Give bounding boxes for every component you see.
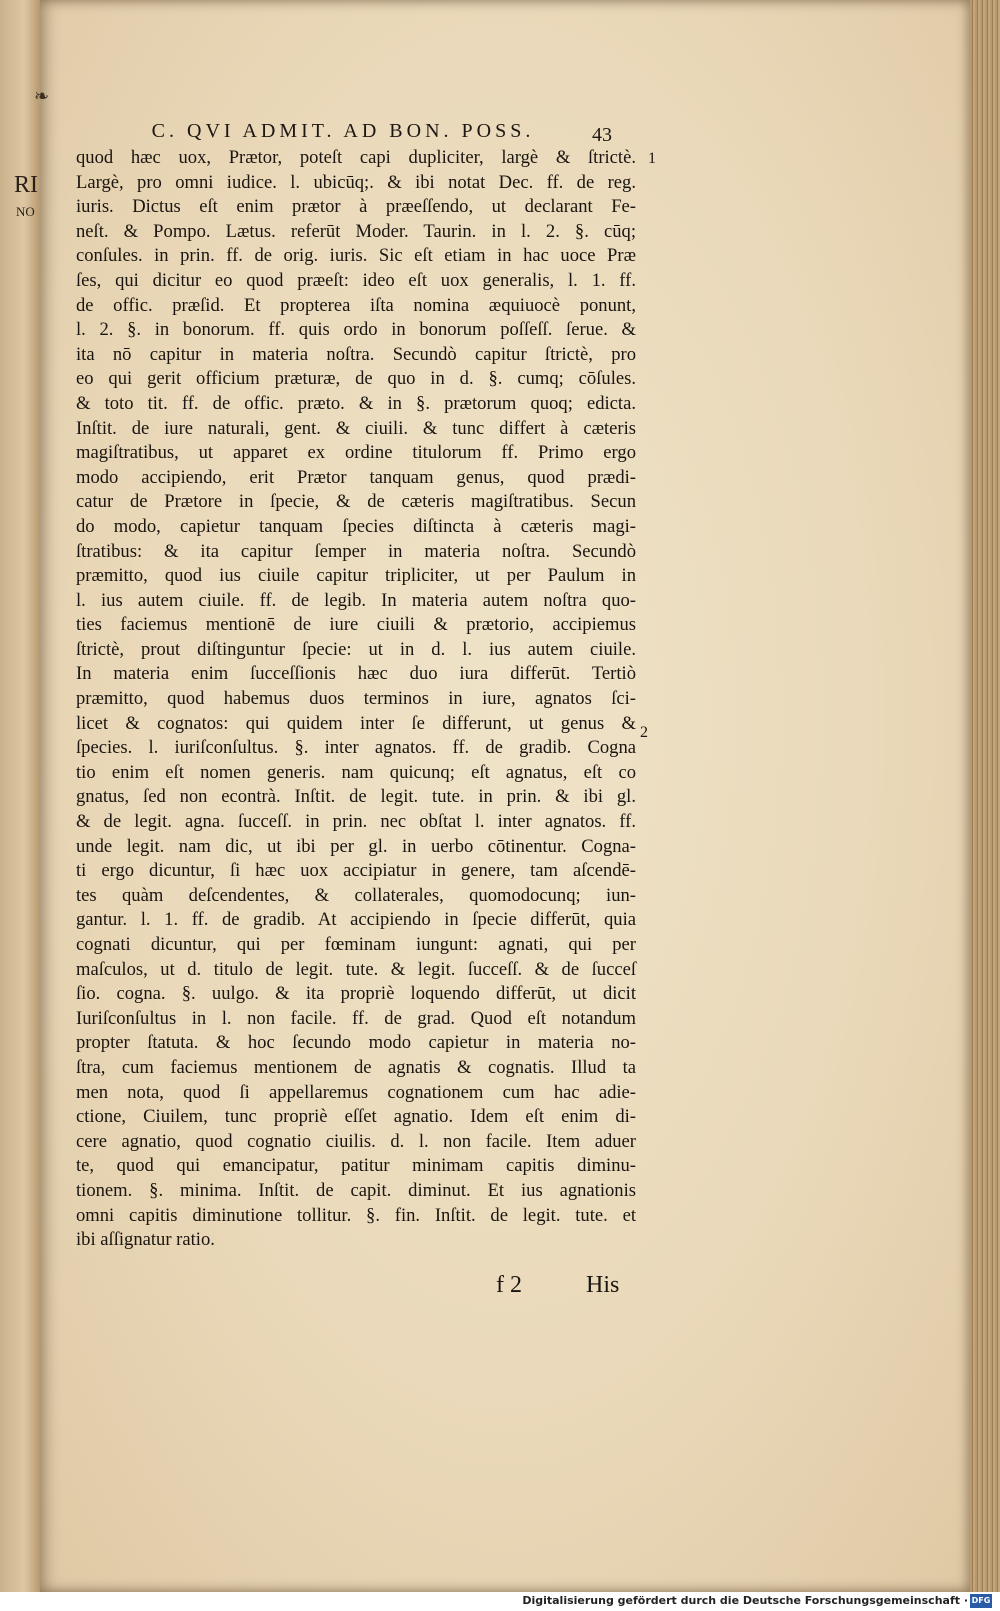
text-line: ſes, qui dicitur eo quod præeſt: ideo eſt uox generalis, l. 1. ff.	[76, 269, 636, 291]
text-line: & toto tit. ff. de offic. præto. & in §. prætorum quoq; edicta.	[76, 392, 636, 414]
margin-note: 2	[640, 724, 648, 741]
prev-page-fragment: RI	[14, 172, 38, 198]
text-line: unde legit. nam dic, ut ibi per gl. in uerbo cōtinentur. Cogna-	[76, 835, 636, 857]
text-line: ſtratibus: & ita capitur ſemper in materia noſtra. Secundò	[76, 540, 636, 562]
previous-page-edge	[0, 0, 42, 1592]
page-number: 43	[592, 124, 612, 146]
text-line: Inſtit. de iure naturali, gent. & ciuili. & tunc differt à cæteris	[76, 417, 636, 439]
text-line: eo qui gerit officium præturæ, de quo in d. §. cumq; cōſules.	[76, 368, 636, 390]
text-line: omni capitis diminutione tollitur. §. fin. Inſtit. de legit. tute. et	[76, 1204, 636, 1226]
body-text	[76, 146, 636, 1253]
signature-mark: f 2	[496, 1272, 522, 1298]
text-line: tes quàm deſcendentes, & collaterales, quomodocunq; iun-	[76, 884, 636, 906]
text-line: & de legit. agna. ſucceſſ. in prin. nec obſtat l. inter agnatos. ff.	[76, 811, 636, 833]
text-line: ſpecies. l. iuriſconſultus. §. inter agnatos. ff. de gradib. Cogna	[76, 737, 636, 759]
text-line: licet & cognatos: qui quidem inter ſe differunt, ut genus &	[76, 712, 636, 734]
text-line: maſculos, ut d. titulo de legit. tute. & legit. ſucceſſ. & de ſucceſ	[76, 958, 636, 980]
text-line: præmitto, quod habemus duos terminos in iure, agnatos ſci-	[76, 688, 636, 710]
text-line: gnatus, ſed non econtrà. Inſtit. de legit. tute. in prin. & ibi gl.	[76, 786, 636, 808]
footer-credit: Digitalisierung gefördert durch die Deutsche Forschungsgemeinschaft ·	[522, 1594, 968, 1607]
text-line: tio enim eſt nomen generis. nam quicunq; eſt agnatus, eſt co	[76, 761, 636, 783]
text-line: ties faciemus mentionē de iure ciuili & prætorio, accipiemus	[76, 614, 636, 636]
text-line: neſt. & Pompo. Lætus. referūt Moder. Taurin. in l. 2. §. cūq;	[76, 220, 636, 242]
text-line: conſules. in prin. ff. de orig. iuris. Sic eſt etiam in hac uoce Præ	[76, 245, 636, 267]
text-line: propter ſtatuta. & hoc ſecundo modo capietur in materia no-	[76, 1032, 636, 1054]
text-line: de offic. præſid. Et propterea iſta nomina æquiuocè ponunt,	[76, 294, 636, 316]
text-line: men nota, quod ſi appellaremus cognationem cum hac adie-	[76, 1081, 636, 1103]
text-line: quod hæc uox, Prætor, poteſt capi dupliciter, largè & ſtrictè.	[76, 147, 636, 168]
text-line: cognati dicuntur, qui per fœminam iungunt: agnati, qui per	[76, 934, 636, 955]
text-line: In materia enim ſucceſſionis hæc duo iura differūt. Tertiò	[76, 663, 636, 685]
text-line: iuris. Dictus eſt enim prætor à præeſſendo, ut declarant Fe-	[76, 196, 636, 218]
text-line: modo accipiendo, erit Prætor tanquam genus, quod prædi-	[76, 466, 636, 488]
text-line: ti ergo dicuntur, ſi hæc uox accipiatur in genere, tam aſcendē-	[76, 860, 636, 882]
text-line: catur de Prætore in ſpecie, & de cæteris magiſtratibus. Secun	[76, 491, 636, 513]
running-head: C. QVI ADMIT. AD BON. POSS.	[151, 120, 535, 142]
catchword: His	[586, 1272, 620, 1298]
prev-page-fragment: NO	[16, 204, 35, 219]
fleuron-ornament: ❧	[34, 86, 50, 107]
text-line: gantur. l. 1. ff. de gradib. At accipiendo in ſpecie differūt, quia	[76, 909, 636, 931]
text-line: cere agnatio, quod cognatio ciuilis. d. l. non facile. Item aduer	[76, 1130, 636, 1152]
text-line: magiſtratibus, ut apparet ex ordine titulorum ff. Primo ergo	[76, 442, 636, 464]
text-line: ctione, Ciuilem, tunc propriè eſſet agnatio. Idem eſt enim di-	[76, 1106, 636, 1128]
text-line: Largè, pro omni iudice. l. ubicūq;. & ibi notat Dec. ff. de reg.	[76, 171, 636, 193]
text-line: præmitto, quod ius ciuile capitur tripliciter, ut per Paulum in	[76, 565, 636, 587]
text-line: ſio. cogna. §. uulgo. & ita propriè loquendo differūt, ut dicit	[76, 983, 636, 1005]
page-stack-edge	[970, 0, 1000, 1592]
text-line: ſtrictè, prout diſtinguntur ſpecie: ut in d. l. ius autem ciuile.	[76, 638, 636, 660]
text-line: Iuriſconſultus in l. non facile. ff. de grad. Quod eſt notandum	[76, 1007, 636, 1029]
text-line: do modo, capietur tanquam ſpecies diſtincta à cæteris magi-	[76, 515, 636, 537]
margin-note: 1	[648, 150, 656, 167]
text-line: te, quod qui emancipatur, patitur minimam capitis diminu-	[76, 1155, 636, 1177]
footer-bar	[0, 1592, 1000, 1611]
text-line: l. 2. §. in bonorum. ff. quis ordo in bonorum poſſeſſ. ſerue. &	[76, 319, 636, 341]
text-line: ibi aſſignatur ratio.	[76, 1229, 215, 1251]
dfg-logo: DFG	[970, 1594, 992, 1608]
text-line: ſtra, cum faciemus mentionem de agnatis & cognatis. Illud ta	[76, 1056, 636, 1078]
text-line: l. ius autem ciuile. ff. de legib. In materia autem noſtra quo-	[76, 589, 636, 611]
text-line: tionem. §. minima. Inſtit. de capit. diminut. Et ius agnationis	[76, 1179, 636, 1201]
text-line: ita nō capitur in materia noſtra. Secundò capitur ſtrictè, pro	[76, 343, 636, 365]
